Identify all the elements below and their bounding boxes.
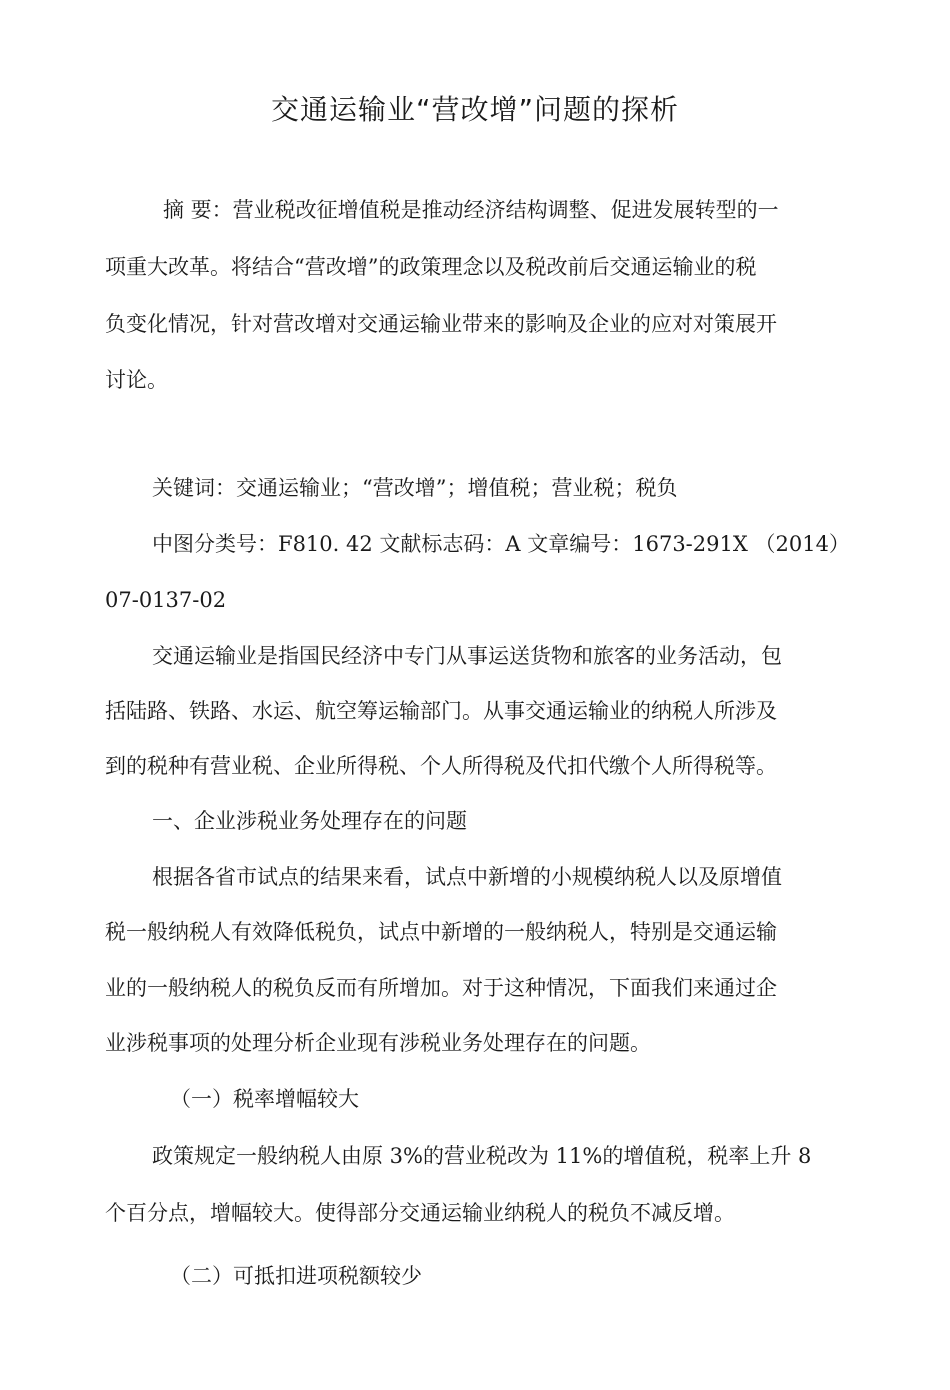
- abstract-line: 负变化情况，针对营改增对交通运输业带来的影响及企业的应对对策展开: [105, 312, 777, 336]
- intro-line: 到的税种有营业税、企业所得税、个人所得税及代扣代缴个人所得税等。: [105, 754, 777, 778]
- section-para-line: 业涉税事项的处理分析企业现有涉税业务处理存在的问题。: [105, 1031, 651, 1055]
- classification-line: 07-0137-02: [105, 588, 227, 612]
- section-para-line: 业的一般纳税人的税负反而有所增加。对于这种情况，下面我们来通过企: [105, 976, 777, 1000]
- section-heading: 一、企业涉税业务处理存在的问题: [152, 809, 467, 833]
- section-para-line: 税一般纳税人有效降低税负，试点中新增的一般纳税人，特别是交通运输: [105, 920, 777, 944]
- document-title: 交通运输业“营改增”问题的探析: [270, 93, 679, 126]
- intro-line: 交通运输业是指国民经济中专门从事运送货物和旅客的业务活动，包: [152, 644, 782, 668]
- section-para-line: 根据各省市试点的结果来看，试点中新增的小规模纳税人以及原增值: [152, 865, 782, 889]
- subsection-heading: （二）可抵扣进项税额较少: [170, 1264, 422, 1288]
- keywords: 关键词：交通运输业；“营改增”；增值税；营业税；税负: [152, 476, 678, 500]
- abstract-line: 摘 要：营业税改征增值税是推动经济结构调整、促进发展转型的一: [163, 198, 779, 222]
- classification-line: 中图分类号：F810. 42 文献标志码：A 文章编号：1673-291X （2014）: [152, 532, 850, 556]
- abstract-line: 讨论。: [105, 368, 168, 392]
- subsection-heading: （一）税率增幅较大: [170, 1087, 359, 1111]
- subsection-para-line: 政策规定一般纳税人由原 3%的营业税改为 11%的增值税，税率上升 8: [152, 1144, 812, 1168]
- intro-line: 括陆路、铁路、水运、航空筹运输部门。从事交通运输业的纳税人所涉及: [105, 699, 777, 723]
- subsection-para-line: 个百分点，增幅较大。使得部分交通运输业纳税人的税负不减反增。: [105, 1201, 735, 1225]
- abstract-line: 项重大改革。将结合“营改增”的政策理念以及税改前后交通运输业的税: [105, 255, 757, 279]
